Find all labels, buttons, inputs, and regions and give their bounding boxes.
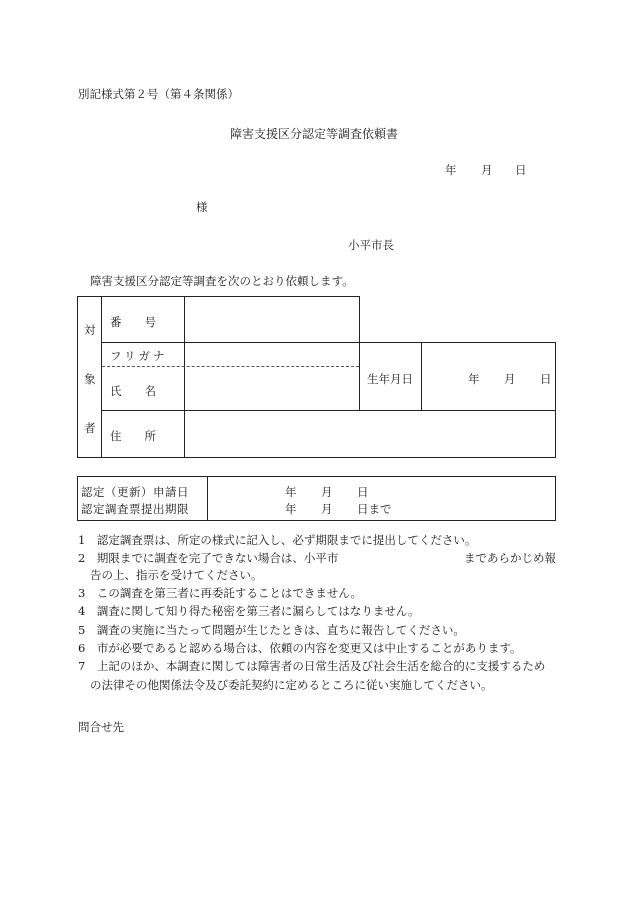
note-6 [78, 640, 521, 656]
note-text: この調査を第三者に再委託することはできません。 [96, 586, 363, 600]
furigana-label: フリガナ [110, 349, 168, 363]
subject-side-char-2: 象 [84, 372, 96, 386]
birth-day: 日 [540, 372, 552, 386]
name-label: 氏 名 [110, 384, 156, 398]
note-2-right: まであらかじめ報 [464, 551, 556, 565]
address-label: 住 所 [110, 429, 156, 443]
note-number: 3 [78, 586, 86, 600]
issue-date-month: 月 [481, 163, 493, 177]
subject-side-char-1: 対 [84, 323, 96, 337]
subject-side-char-3: 者 [84, 421, 96, 435]
birth-date-label: 生年月日 [367, 372, 413, 386]
apply-day: 日 [357, 485, 369, 499]
note-number: 6 [78, 641, 86, 655]
deadline-year: 年 [285, 502, 297, 516]
inquiry-label: 問合せ先 [78, 720, 124, 734]
note-number: 2 [78, 551, 86, 565]
note-3 [78, 585, 362, 601]
addressee-suffix: 様 [196, 200, 208, 214]
deadline-day: 日まで [357, 502, 392, 516]
birth-year: 年 [468, 372, 480, 386]
note-number: 7 [78, 659, 86, 673]
apply-date-label: 認定（更新）申請日 [81, 485, 189, 499]
note-4 [78, 603, 420, 619]
note-1 [78, 532, 476, 548]
note-number: 4 [78, 604, 86, 618]
issue-date-year: 年 [445, 163, 457, 177]
number-label: 番 号 [110, 315, 156, 329]
note-text: 調査の実施に当たって問題が生じたときは、直ちに報告してください。 [96, 623, 465, 637]
note-7-cont: の法律その他関係法令及び委託契約に定めるところに従い実施してください。 [90, 678, 493, 692]
deadline-label: 認定調査票提出期限 [81, 502, 189, 516]
birth-month: 月 [504, 372, 516, 386]
note-text: 市が必要であると認める場合は、依頼の内容を変更又は中止することがあります。 [96, 641, 522, 655]
note-text: 調査に関して知り得た秘密を第三者に漏らしてはなりません。 [96, 604, 420, 618]
issue-date-day: 日 [515, 163, 527, 177]
note-number: 1 [78, 533, 86, 547]
note-2 [78, 550, 338, 566]
document-title: 障害支援区分認定等調査依頼書 [230, 127, 399, 141]
sender-name: 小平市長 [348, 238, 394, 252]
form-number: 別記様式第２号（第４条関係） [78, 87, 239, 101]
deadline-month: 月 [321, 502, 333, 516]
intro-text: 障害支援区分認定等調査を次のとおり依頼します。 [90, 274, 354, 288]
note-text: 上記のほか、本調査に関しては障害者の日常生活及び社会生活を総合的に支援するため [96, 659, 546, 673]
note-number: 5 [78, 623, 86, 637]
apply-month: 月 [321, 485, 333, 499]
note-text: 認定調査票は、所定の様式に記入し、必ず期限までに提出してください。 [96, 533, 477, 547]
note-2-cont: 告の上、指示を受けてください。 [90, 568, 263, 582]
note-5 [78, 622, 465, 638]
apply-year: 年 [285, 485, 297, 499]
note-7 [78, 658, 545, 674]
note-text: 期限までに調査を完了できない場合は、小平市 [96, 551, 339, 565]
